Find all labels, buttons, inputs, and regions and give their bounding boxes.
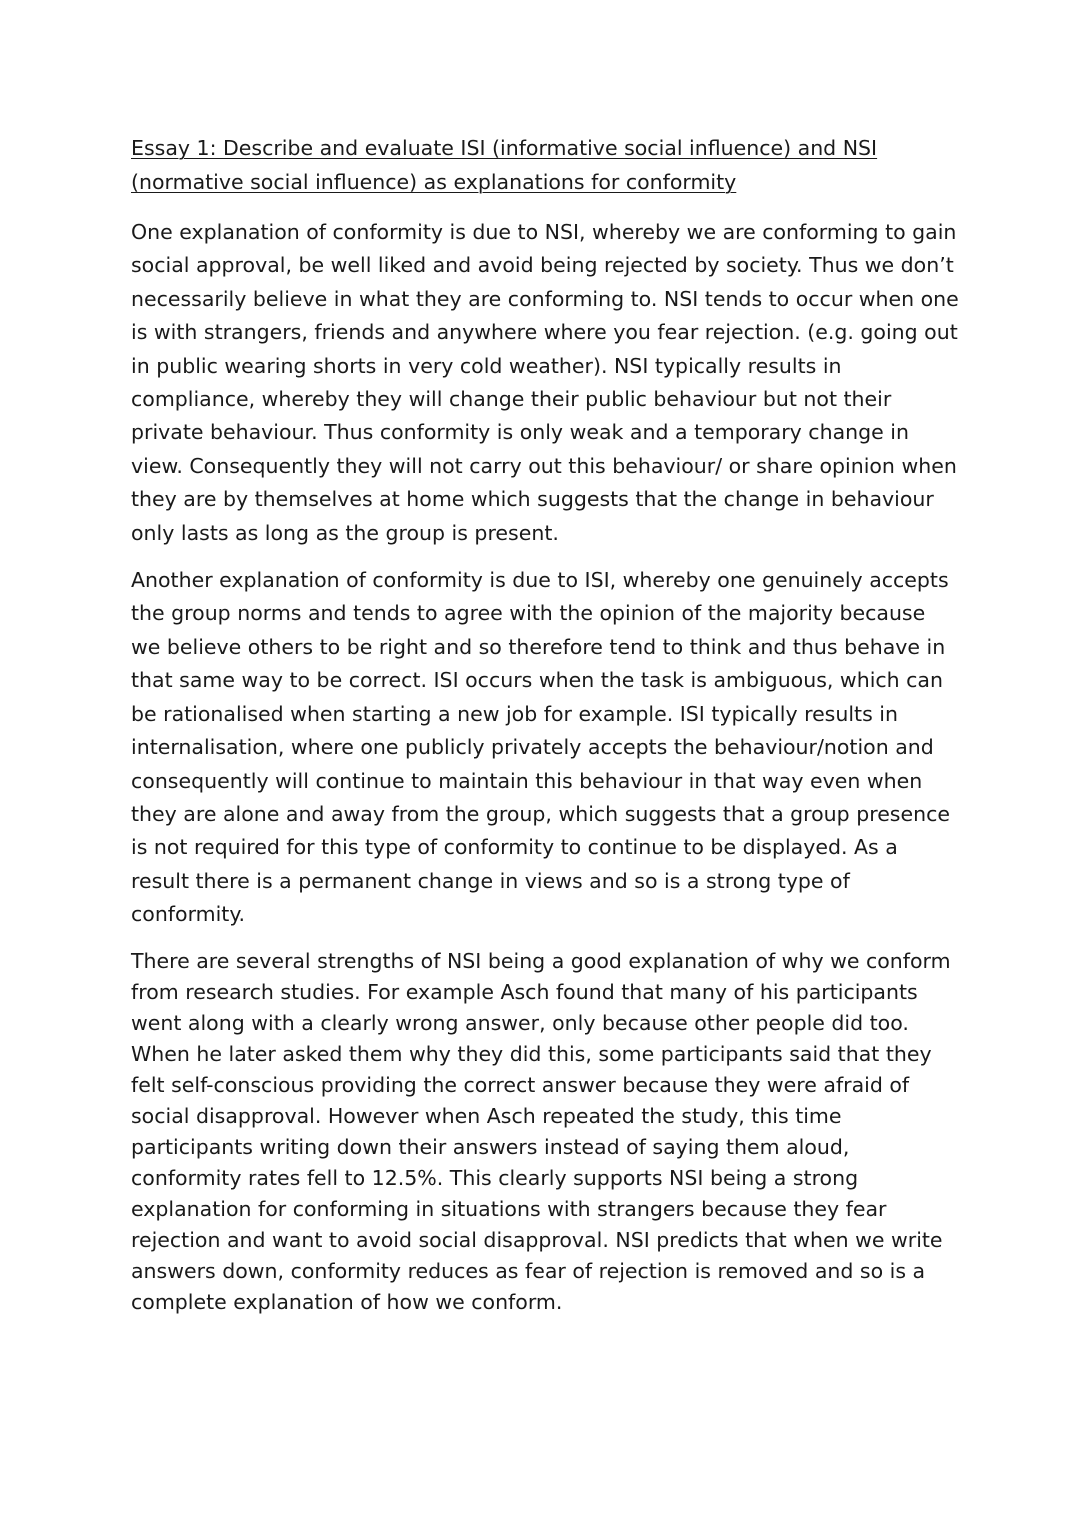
paragraph-nsi-strengths: There are several strengths of NSI being a good explanation of why we conform from research studies. For example Asch found that many of his participants went along with a clearly wrong answer, only because other people did too. When he later asked them why they did this, some participants said that they felt self-conscious providing the correct answer because they were afraid of social disapproval. However when Asch repeated the study, this time participants writing down their answers instead of saying them aloud, conformity rates fell to 12.5%. This clearly supports NSI being a strong explanation for conforming in situations with strangers because they fear rejection and want to avoid social disapproval. NSI predicts that when we write answers down, conformity reduces as fear of rejection is removed and so is a complete explanation of how we conform. <box>131 948 951 1314</box>
document-body <box>131 131 961 1332</box>
essay-title: Essay 1: Describe and evaluate ISI (informative social influence) and NSI (normative social influence) as explanations for conformity <box>131 136 878 194</box>
paragraph-nsi-explanation: One explanation of conformity is due to NSI, whereby we are conforming to gain social approval, be well liked and avoid being rejected by society. Thus we don’t necessarily believe in what they are conforming to. NSI tends to occur when one is with strangers, friends and anywhere where you fear rejection. (e.g. going out in public wearing shorts in very cold weather). NSI typically results in compliance, whereby they will change their public behaviour but not their private behaviour. Thus conformity is only weak and a temporary change in view. Consequently they will not carry out this behaviour/ or share opinion when they are by themselves at home which suggests that the change in behaviour only lasts as long as the group is present. <box>131 220 959 545</box>
paragraph-isi-explanation: Another explanation of conformity is due to ISI, whereby one genuinely accepts the group norms and tends to agree with the opinion of the majority because we believe others to be right and so therefore tend to think and thus behave in that same way to be correct. ISI occurs when the task is ambiguous, which can be rationalised when starting a new job for example. ISI typically results in internalisation, where one publicly privately accepts the behaviour/notion and consequently will continue to maintain this behaviour in that way even when they are alone and away from the group, which suggests that a group presence is not required for this type of conformity to continue to be displayed. As a result there is a permanent change in views and so is a strong type of conformity. <box>131 568 950 927</box>
